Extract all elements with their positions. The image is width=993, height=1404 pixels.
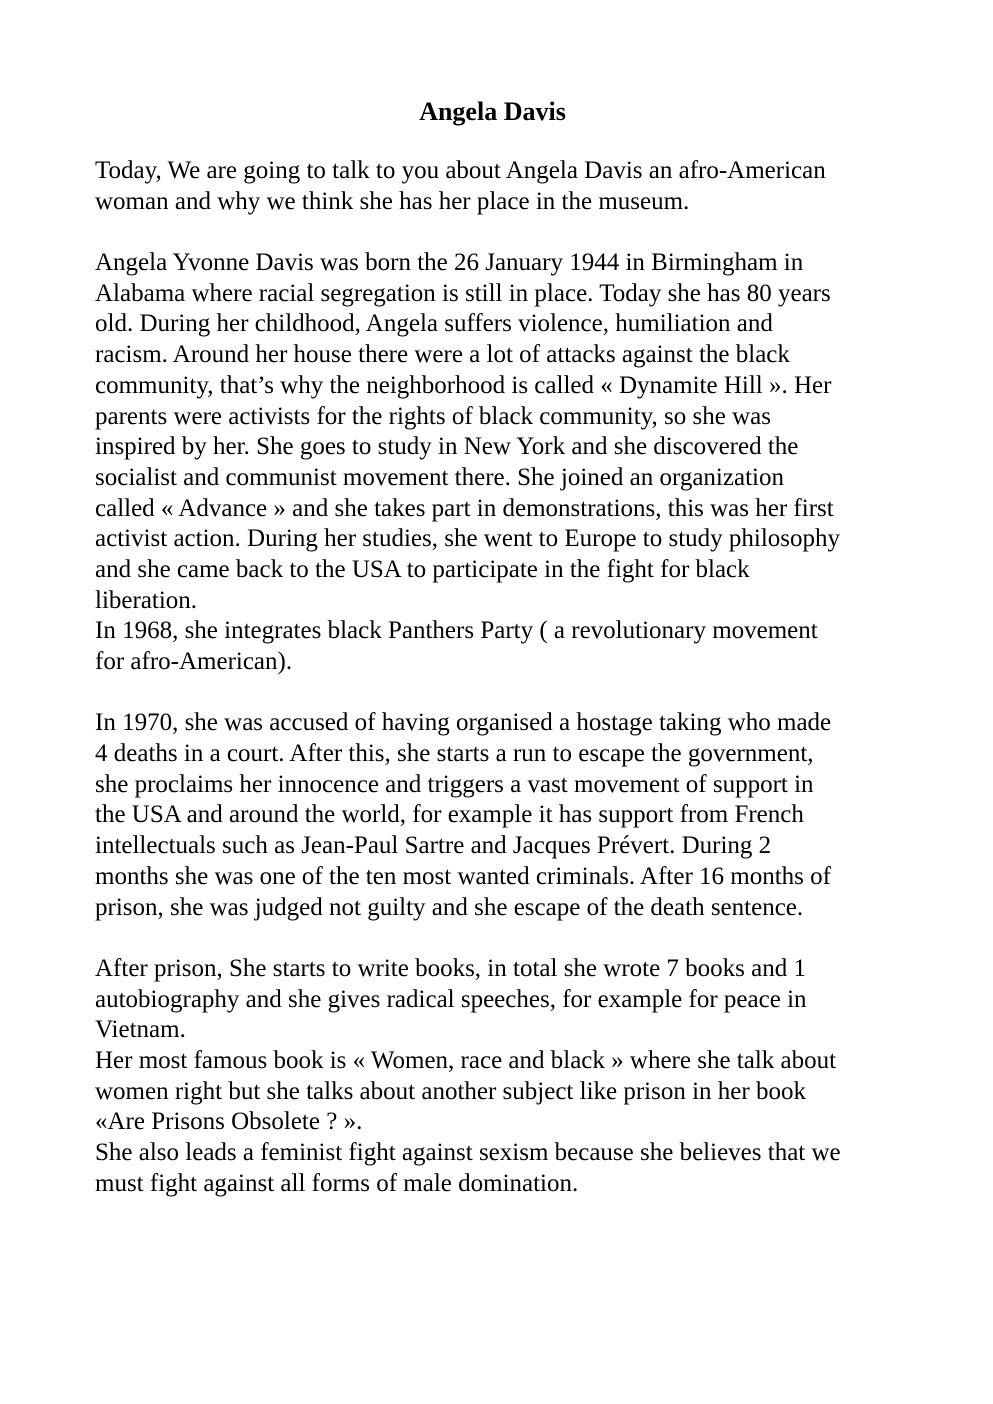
text-line: inspired by her. She goes to study in New York and she discovered the [95, 433, 799, 461]
text-line: In 1970, she was accused of having organised a hostage taking who made [95, 709, 832, 737]
text-line: liberation. [95, 586, 198, 614]
text-line: Her most famous book is « Women, race and black » where she talk about [95, 1046, 837, 1074]
text-line: socialist and communist movement there. She joined an organization [95, 463, 784, 491]
document-body [95, 156, 895, 1199]
document-title: Angela Davis [419, 97, 566, 126]
text-line: activist action. During her studies, she went to Europe to study philosophy [95, 525, 841, 553]
text-line: called « Advance » and she takes part in demonstrations, this was her first [95, 494, 834, 522]
paragraph-gap [95, 923, 895, 954]
text-line: community, that’s why the neighborhood is called « Dynamite Hill ». Her [95, 371, 832, 399]
text-line: she proclaims her innocence and triggers a vast movement of support in [95, 770, 814, 798]
text-line: Angela Yvonne Davis was born the 26 January 1944 in Birmingham in [95, 249, 804, 277]
text-line: parents were activists for the rights of black community, so she was [95, 402, 771, 430]
text-line: 4 deaths in a court. After this, she starts a run to escape the government, [95, 740, 814, 768]
text-line: She also leads a feminist fight against sexism because she believes that we [95, 1139, 841, 1166]
text-line: In 1968, she integrates black Panthers Party ( a revolutionary movement [95, 617, 818, 645]
text-line: months she was one of the ten most wanted criminals. After 16 months of [95, 862, 831, 890]
text-line: old. During her childhood, Angela suffers violence, humiliation and [95, 310, 773, 338]
paragraph-gap [95, 678, 895, 709]
paragraph-intro [95, 156, 895, 217]
text-line: Alabama where racial segregation is still in place. Today she has 80 years [95, 279, 831, 307]
paragraph-biography [95, 248, 895, 678]
text-line: Today, We are going to talk to you about Angela Davis an afro-American [95, 157, 826, 184]
paragraph-after-prison [95, 954, 895, 1200]
text-line: After prison, She starts to write books, in total she wrote 7 books and 1 [95, 954, 807, 982]
paragraph-1970 [95, 708, 895, 923]
text-line: and she came back to the USA to participate in the fight for black [95, 555, 750, 583]
paragraph-gap [95, 217, 895, 248]
text-line: autobiography and she gives radical speeches, for example for peace in [95, 985, 807, 1013]
text-line: racism. Around her house there were a lot of attacks against the black [95, 341, 790, 369]
text-line: the USA and around the world, for example it has support from French [95, 801, 804, 829]
text-line: woman and why we think she has her place in the museum. [95, 187, 690, 215]
text-line: must fight against all forms of male domination. [95, 1169, 579, 1197]
text-line: for afro-American). [95, 648, 293, 675]
text-line: intellectuals such as Jean-Paul Sartre and Jacques Prévert. During 2 [95, 832, 772, 860]
text-line: women right but she talks about another subject like prison in her book [95, 1077, 806, 1105]
text-line: Vietnam. [95, 1016, 186, 1044]
text-line: prison, she was judged not guilty and she escape of the death sentence. [95, 893, 804, 921]
text-line: «Are Prisons Obsolete ? ». [95, 1108, 363, 1136]
